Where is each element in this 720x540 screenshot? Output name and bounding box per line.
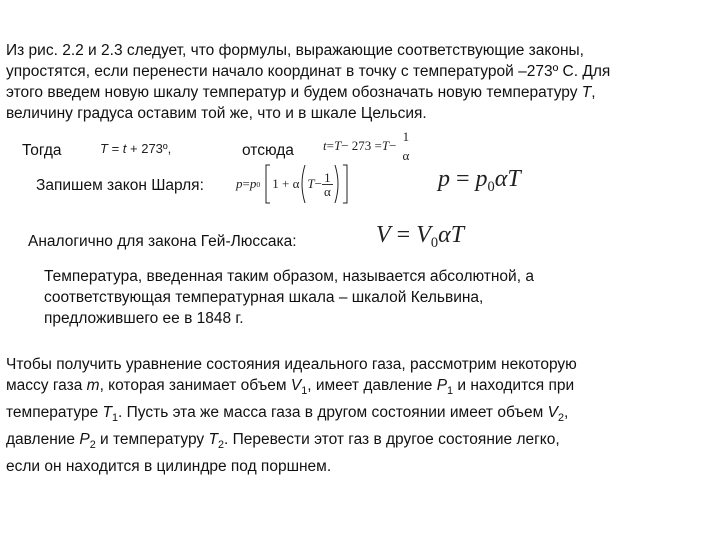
kelvin-paragraph: [44, 266, 534, 329]
fraction-one-over-alpha-charles: $\frac{1}{\alpha}$: [323, 169, 331, 199]
fraction-one-over-alpha: 1 α: [402, 129, 410, 163]
right-paren: [333, 164, 341, 204]
togda-label: Тогда: [22, 142, 62, 159]
kelvin-line-2: соответствующая температурная шкала – шкалой Кельвина,: [44, 289, 484, 306]
intro-line-1: Из рис. 2.2 и 2.3 следует, что формулы, выражающие соответствующие законы,: [6, 42, 584, 59]
intro-paragraph: [6, 40, 610, 124]
state-line-4: давление $P_2$ и температуру $T_2$. Перевести этот газ в другое состояние легко,: [6, 431, 560, 452]
otsyuda-label: отсюда: [242, 142, 294, 159]
left-paren: [299, 164, 307, 204]
state-line-5: если он находится в цилиндре под поршнем.: [6, 458, 332, 476]
togda-formula: T = t + 273º,: [100, 141, 172, 156]
gaylussac-formula: $V = V_0\alpha T$: [376, 222, 465, 252]
right-square-bracket: [341, 164, 349, 204]
state-line-1: Чтобы получить уравнение состояния идеального газа, рассмотрим некоторую: [6, 356, 577, 373]
charles-formula-expanded: p = p 0 1 + α T − $\frac{1}{\alpha}$: [236, 164, 349, 204]
charles-formula-simple: $p = p_0\alpha T$: [438, 166, 521, 196]
charles-label: Запишем закон Шарля:: [36, 177, 204, 194]
intro-line-2: упростятся, если перенести начало координат в точку с температурой –273º С. Для: [6, 63, 611, 80]
state-line-2: массу газа m, которая занимает объем $V_1$, имеет давление $P_1$ и находится при: [6, 377, 575, 398]
intro-line-3: этого введем новую шкалу температур и будем обозначать новую температуру T,: [6, 84, 596, 101]
state-paragraph: [6, 354, 577, 477]
state-line-3: температуре $T_1$. Пусть эта же масса газа в другом состоянии имеет объем $V_2$,: [6, 404, 569, 425]
kelvin-line-3: предложившего ее в 1848 г.: [44, 310, 244, 327]
left-square-bracket: [264, 164, 272, 204]
gaylussac-label: Аналогично для закона Гей-Люссака:: [28, 233, 297, 250]
otsyuda-formula: t = T − 273 = T − 1 α: [323, 129, 410, 163]
intro-var-T: T: [581, 84, 592, 101]
intro-line-4: величину градуса оставим той же, что и в шкале Цельсия.: [6, 105, 427, 122]
kelvin-line-1: Температура, введенная таким образом, называется абсолютной, а: [44, 268, 534, 285]
